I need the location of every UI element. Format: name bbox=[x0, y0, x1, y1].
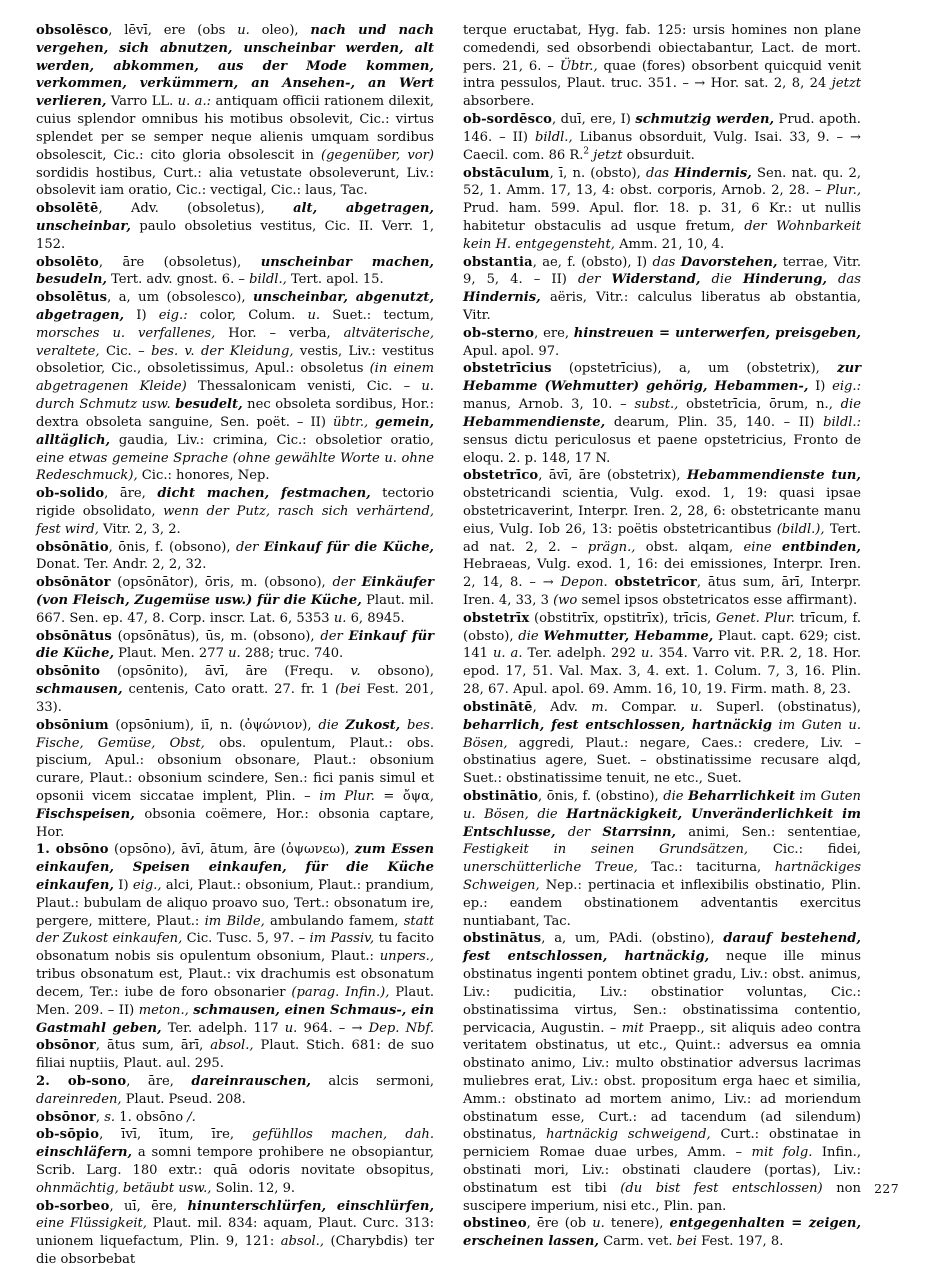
dictionary-entry: obsōnātor (opsōnātor), ōris, m. (obsono), der Einkäufer (von Fleisch, Zugemüse usw.) für die Küche, Plaut. mil. 667. Sen. ep. 47, 8. Corp. inscr. Lat. 6, 5353 u. 6, 8945. bbox=[36, 575, 434, 626]
dictionary-entry: 1. obsōno (opsōno), āvī, ātum, āre (ὀψωνεω), zum Essen einkaufen, Speisen einkaufen, für die Küche einkaufen, I) eig., alci, Plaut.: obsonium, Plaut.: prandium, Plaut.: bubulam de aliquo proavo suo, Tert.: obsonatum ire, pergere, mittere, Plaut.: im Bilde, ambulando famem, statt der Zukost einkaufen, Cic. Tusc. 5, 97. – im Passiv, tu facito obsonatum nobis sis opulentum obsonium, Plaut.: unpers., tribus obsonatum est, Plaut.: vix drachumis est obsonatum decem, Ter.: iube de foro obsonarier (parag. Infin.), Plaut. Men. 209. – II) meton., schmausen, einen Schmaus-, ein Gastmahl geben, Ter. adelph. 117 u. 964. – → Dep. Nbf. obsōnor, ātus sum, ārī, absol., Plaut. Stich. 681: de suo filiai nuptiis, Plaut. aul. 295. bbox=[36, 842, 435, 1072]
dictionary-entry: ob-solido, āre, dicht machen, festmachen, tectorio rigide obsolidato, wenn der Putz, rasch sich verhärtend, fest wird, Vitr. 2, 3, 2. bbox=[36, 486, 434, 537]
dictionary-entry: obsōnor, s. 1. obsōno /. bbox=[36, 1109, 196, 1125]
dictionary-entry: obsōnātio, ōnis, f. (obsono), der Einkauf für die Küche, Donat. Ter. Andr. 2, 2, 32. bbox=[36, 539, 434, 573]
dictionary-entry: terque eructabat, Hyg. fab. 125: ursis homines non plane comedendi, sed obsorbendi obiectabantur, Lact. de mort. pers. 21, 6. – Übtr., quae (fores) obsorbent quicquid venit intra pessulos, Plaut. truc. 351. – → Hor. sat. 2, 8, 24 jetzt absorbere. bbox=[463, 23, 861, 110]
dictionary-entry: 2. ob-sono, āre, dareinrauschen, alcis sermoni, dareinreden, Plaut. Pseud. 208. bbox=[36, 1073, 434, 1107]
dictionary-entry: obstantia, ae, f. (obsto), I) das Davorstehen, terrae, Vitr. 9, 5, 4. – II) der Widerstand, die Hinderung, das Hindernis, aëris, Vitr.: calculus liberatus ab obstantia, Vitr. bbox=[463, 254, 861, 323]
dictionary-entry: obsōnium (opsōnium), iī, n. (ὀψώνιον), die Zukost, bes. Fische, Gemüse, Obst, obs. opulentum, Plaut.: obs. piscium, Apul.: obsonium obsonare, Plaut.: obsonium curare, Plaut.: obsonium scindere, Sen.: fici panis simul et opsonii vicem siccatae implent, Plin. – im Plur. = ὄψα, Fischspeisen, obsonia coëmere, Hor.: obsonia captare, Hor. bbox=[36, 717, 434, 840]
dictionary-entry: obstetrīco, āvī, āre (obstetrix), Hebammendienste tun, obstetricandi scientia, Vulg. exod. 1, 19: quasi ipsae obstetricaverint, Interpr. Iren. 2, 28, 6: obstetricante manu eius, Vulg. Iob 26, 13: poëtis obstetricantibus (bildl.), Tert. ad nat. 2, 2. – prägn., obst. alqam, eine entbinden, Hebraeas, Vulg. exod. 1, 16: dei emissiones, Interpr. Iren. 2, 14, 8. – → Depon. obstetrīcor, ātus sum, ārī, Interpr. Iren. 4, 33, 3 (wo semel ipsos obstetricatos esse affirmant). bbox=[463, 468, 862, 608]
dictionary-entry: obstinātē, Adv. m. Compar. u. Superl. (obstinatus), beharrlich, fest entschlossen, hartnäckig im Guten u. Bösen, aggredi, Plaut.: negare, Caes.: credere, Liv. – obstinatius agere, Suet. – obstinatissime recusare alqd, Suet.: obstinatissime tenuit, ne etc., Suet. bbox=[463, 699, 861, 787]
right-column bbox=[463, 22, 861, 1251]
dictionary-entry: obsolēto, āre (obsoletus), unscheinbar machen, besudeln, Tert. adv. gnost. 6. – bildl., Tert. apol. 15. bbox=[36, 254, 434, 288]
dictionary-entry: obsolētus, a, um (obsolesco), unscheinbar, abgenutzt, abgetragen, I) eig.: color, Colum. u. Suet.: tectum, morsches u. verfallenes, Hor. – verba, altväterische, veraltete, Cic. – bes. v. der Kleidung, vestis, Liv.: vestitus obsoletior, Cic., obsoletissimus, Apul.: obsoletus (in einem abgetragenen Kleide) Thessalonicam venisti, Cic. – u. durch Schmutz usw. besudelt, nec obsoleta sordibus, Hor.: dextra obsoleta sanguine, Sen. poët. – II) übtr., gemein, alltäglich, gaudia, Liv.: crimina, Cic.: obsoletior oratio, eine etwas gemeine Sprache (ohne gewählte Worte u. ohne Redeschmuck), Cic.: honores, Nep. bbox=[36, 290, 435, 484]
dictionary-entry: ob-sōpio, īvī, ītum, īre, gefühllos machen, dah. einschläfern, a somni tempore prohibere ne obsopiantur, Scrib. Larg. 180 extr.: quā odoris novitate obsopitus, ohnmächtig, betäubt usw., Solin. 12, 9. bbox=[36, 1127, 434, 1196]
dictionary-entry: ob-sordēsco, duī, ere, I) schmutzig werden, Prud. apoth. 146. – II) bildl., Libanus obsorduit, Vulg. Isai. 33, 9. – → Caecil. com. 86 R.$^2$ jetzt obsurduit. bbox=[463, 112, 862, 163]
dictionary-entry: obstetrīcius (opstetrīcius), a, um (obstetrix), zur Hebamme (Wehmutter) gehörig, Hebammen-, I) eig.: manus, Arnob. 3, 10. – subst., obstetrīcia, ōrum, n., die Hebammendienste, dearum, Plin. 35, 140. – II) bildl.: sensus dictu periculosus et paene opstetricius, Fronto de eloqu. 2. p. 148, 17 N. bbox=[463, 361, 861, 466]
dictionary-entry: obstetrīx (obstitrīx, opstitrīx), trīcis, Genet. Plur. trīcum, f. (obsto), die Wehmutter, Hebamme, Plaut. capt. 629; cist. 141 u. a. Ter. adelph. 292 u. 354. Varro vit. P.R. 2, 18. Hor. epod. 17, 51. Val. Max. 3, 4. ext. 1. Colum. 7, 3, 16. Plin. 28, 67. Apul. apol. 69. Amm. 16, 10, 19. Firm. math. 8, 23. bbox=[463, 610, 862, 698]
dictionary-entry: obsōnātus (opsōnātus), ūs, m. (obsono), der Einkauf für die Küche, Plaut. Men. 277 u. 288; truc. 740. bbox=[36, 628, 434, 662]
dictionary-entry: obstāculum, ī, n. (obsto), das Hindernis, Sen. nat. qu. 2, 52, 1. Amm. 17, 13, 4: obst. corporis, Arnob. 2, 28. – Plur., Prud. ham. 599. Apul. flor. 18. p. 31, 6 Kr.: ut nullis habitetur obstaculis ad usque fretum, der Wohnbarkeit kein H. entgegensteht, Amm. 21, 10, 4. bbox=[463, 165, 862, 252]
dictionary-entry: obstinātio, ōnis, f. (obstino), die Beharrlichkeit im Guten u. Bösen, die Hartnäckigkeit, Unveränderlichkeit im Entschlusse, der Starrsinn, animi, Sen.: sententiae, Festigkeit in seinen Grundsätzen, Cic.: fidei, unerschütterliche Treue, Tac.: taciturna, hartnäckiges Schweigen, Nep.: pertinacia et inflexibilis obstinatio, Plin. ep.: eandem obstinationem adventantis exercitus nuntiabant, Tac. bbox=[463, 788, 862, 929]
dictionary-entry: ob-sorbeo, uī, ēre, hinunterschlürfen, einschlürfen, eine Flüssigkeit, Plaut. mil. 834: aquam, Plaut. Curc. 313: unionem liquefactum, Plin. 9, 121: absol., (Charybdis) ter die obsorbebat bbox=[36, 1198, 434, 1268]
dictionary-entry: obstineo, ēre (ob u. tenere), entgegenhalten = zeigen, erscheinen lassen, Carm. vet. bei Fest. 197, 8. bbox=[463, 1216, 862, 1250]
page-number: 227 bbox=[874, 1181, 899, 1196]
dictionary-entry: ob-sterno, ere, hinstreuen = unterwerfen, preisgeben, Apul. apol. 97. bbox=[463, 325, 861, 359]
dictionary-entry: obstinātus, a, um, PAdi. (obstino), darauf bestehend, fest entschlossen, hartnäckig, neque ille minus obstinatus ingenti pontem obtinet gradu, Liv.: obst. animus, Liv.: pudicitia, Liv.: obstinatior voluntas, Cic.: obstinatissima virtus, Sen.: obstinatissima contentio, pervicacia, Augustin. – mit Praepp., sit aliquis adeo contra veritatem obstinatus, ut etc., Quint.: adversus ea omnia obstinato animo, Liv.: multo obstinatior adversus lacrimas muliebres erat, Liv.: obst. propositum erga haec et similia, Amm.: obstinato ad mortem animo, Liv.: ad moriendum obstinatum esse, Curt.: ad tacendum (ad silendum) obstinatus, hartnäckig schweigend, Curt.: obstinatae in perniciem Romae duae urbes, Amm. – mit folg. Infin., obstinati mori, Liv.: obstinati claudere (portas), Liv.: obstinatum est tibi (du bist fest entschlossen) non suscipere imperium, nisi etc., Plin. pan. bbox=[463, 931, 862, 1214]
dictionary-entry: obsolētē, Adv. (obsoletus), alt, abgetragen, unscheinbar, paulo obsoletius vestitus, Cic. II. Verr. 1, 152. bbox=[36, 201, 434, 252]
dictionary-entry: obsōnito (opsōnito), āvī, āre (Frequ. v. obsono), schmausen, centenis, Cato oratt. 27. fr. 1 (bei Fest. 201, 33). bbox=[36, 664, 434, 715]
left-column bbox=[36, 22, 434, 1269]
dictionary-entry: obsolēsco, lēvī, ere (obs u. oleo), nach und nach vergehen, sich abnutzen, unscheinbar werden, alt werden, abkommen, aus der Mode kommen, verkommen, verkümmern, an Ansehen-, an Wert verlieren, Varro LL. u. a.: antiquam officii rationem dilexit, cuius splendor omnibus his motibus obsolevit, Cic.: virtus splendet per se semper neque alienis umquam sordibus obsolescit, Cic.: cito gloria obsolescit in (gegenüber, vor) sordidis hostibus, Curt.: alia vetustate obsoleverunt, Liv.: obsolevit iam oratio, Cic.: vectigal, Cic.: laus, Tac. bbox=[36, 23, 434, 199]
